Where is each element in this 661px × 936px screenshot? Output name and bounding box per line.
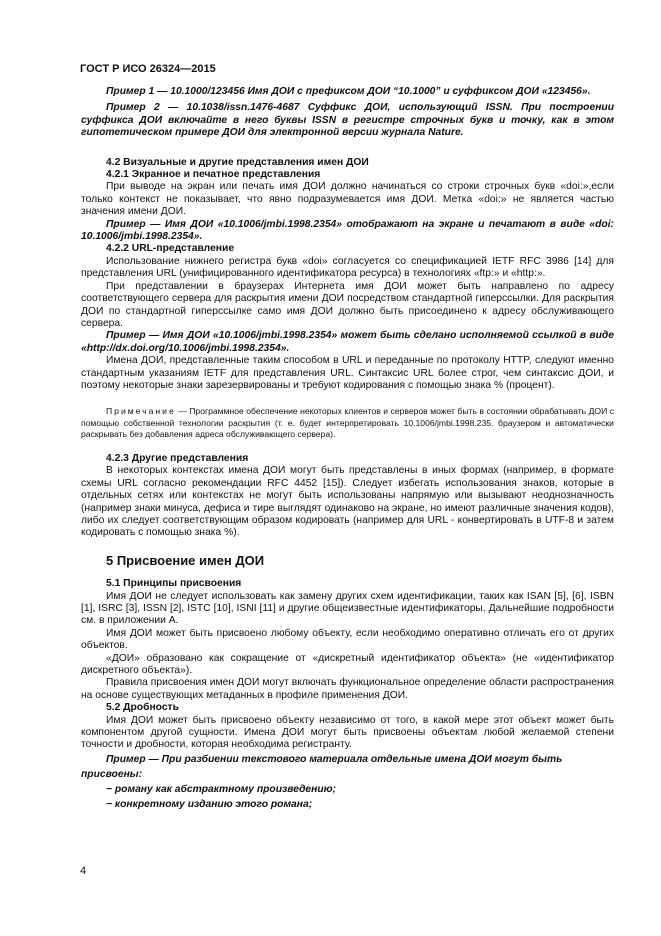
section-4-2-2-paragraph-3: Имена ДОИ, представленные таким способом в URL и переданные по протоколу HTTP, следуют именно стандартным указаниям IETF для представления URL. Синтаксис URL более строг, чем синтаксис ДОИ, и поэтому некоторые знаки зарезервированы и требуют кодирования с помощью знака % (процент).	[81, 355, 614, 391]
section-4-2-3-title: 4.2.3 Другие представления	[106, 452, 249, 464]
page-number: 4	[80, 865, 87, 877]
section-4-2-3-paragraph: В некоторых контекстах имена ДОИ могут быть представлены в иных формах (например, в формате схемы URL согласно рекомендации RFC 4452 [15]). Следует избегать использования знаков, которые в отдельных сетях или контекстах не могут быть использованы напрямую или вызывают неоднозначность (например знаки минуса, дефиса и тире выглядят одинаково на экране, но имеют различные значения кодов), либо их следует соответствующим образом кодировать (например для URL - конвертировать в UTF-8 и затем кодировать с помощью знака %).	[81, 465, 614, 539]
section-5-title: 5 Присвоение имен ДОИ	[106, 552, 265, 568]
section-5-2-example: Пример — При разбиении текстового материала отдельные имена ДОИ могут быть присвоены:	[81, 753, 563, 780]
page-content	[81, 86, 614, 812]
section-4-2-1-example: Пример — Имя ДОИ «10.1006/jmbi.1998.2354» отображают на экране и печатают в виде «doi: 10.1006/jmbi.1998.2354».	[81, 218, 614, 243]
section-5-1-title: 5.1 Принципы присвоения	[106, 578, 242, 590]
section-4-2-2-paragraph-2: При представлении в браузерах Интернета имя ДОИ может быть направлено по адресу соответствующего сервера для раскрытия имени ДОИ посредством стандартной гиперссылки. Для раскрытия ДОИ по стандартной гиперссылке само имя ДОИ должно быть присоединено к адресу обслуживающего сервера.	[81, 280, 614, 329]
section-5-1-paragraph-4: Правила присвоения имен ДОИ могут включать функциональное определение области распространения на основе существующих метаданных в профиле применения ДОИ.	[81, 677, 614, 701]
note-label: Примечание	[106, 406, 176, 417]
section-4-2-2-paragraph-1: Использование нижнего регистра букв «doi» согласуется со спецификацией IETF RFC 3986 [14] для представления URL (унифицированного идентификатора ресурса) в технологиях «ftp:» и «http:».	[81, 255, 614, 280]
section-4-2-2-example: Пример — Имя ДОИ «10.1006/jmbi.1998.2354» может быть сделано исполняемой ссылкой в виде «http://dx.doi.org/10.1006/jmbi.1998.2354».	[81, 330, 614, 354]
section-4-2-1-paragraph: При выводе на экран или печать имя ДОИ должно начинаться со строки строчных букв «doi:»,если только контекст не показывает, что явно подразумевается имя ДОИ. Метка «doi:» не является частью значения имени ДОИ.	[81, 181, 614, 218]
example-1: Пример 1 — 10.1000/123456 Имя ДОИ с префиксом ДОИ “10.1000” и суффиксом ДОИ «123456».	[106, 86, 591, 97]
section-5-2-title: 5.2 Дробность	[106, 702, 179, 714]
section-4-2-title: 4.2 Визуальные и другие представления имен ДОИ	[106, 156, 369, 168]
section-5-1-paragraph-3: «ДОИ» образовано как сокращение от «дискретный идентификатор объекта» (не «идентификатор дискретного объекта»).	[81, 652, 614, 677]
standard-header: ГОСТ Р ИСО 26324—2015	[80, 63, 216, 75]
section-5-2-paragraph: Имя ДОИ может быть присвоено объекту независимо от того, в какой мере этот объект может быть компонентом другой сущности. Имена ДОИ могут быть присвоены объектам любой желаемой степени точности и дробности, которая необходима регистранту.	[81, 714, 614, 751]
section-4-2-2-title: 4.2.2 URL-представление	[106, 243, 235, 255]
note	[81, 406, 614, 440]
list-item: − конкретному изданию этого романа;	[106, 798, 313, 810]
section-5-1-paragraph-1: Имя ДОИ не следует использовать как замену других схем идентификации, таких как ISAN [5], [6], ISBN [1], ISRC [3], ISSN [2], ISTC [10], ISNI [11] и другие общеизвестные идентификаторы. Дальнейшие подробности см. в приложении А.	[81, 590, 614, 627]
section-5-1-paragraph-2: Имя ДОИ может быть присвоено любому объекту, если необходимо оперативно отличать его от других объектов.	[81, 627, 614, 652]
section-4-2-1-title: 4.2.1 Экранное и печатное представления	[106, 169, 321, 181]
note-text: — Программное обеспечение некоторых клиентов и серверов может быть в состоянии обрабатывать ДОИ с помощью собственной технологии раскрытия (т. е. будет интерпретировать 10.1006/jmbi.1998.235. браузером и автоматически раскрывать без добавления адреса обслуживающего сервера).	[81, 406, 614, 439]
list-item: − роману как абстрактному произведению;	[106, 783, 337, 795]
example-2: Пример 2 — 10.1038/issn.1476-4687 Суффикс ДОИ, использующий ISSN. При построении суффикса ДОИ включайте в него буквы ISSN в регистре строчных букв и точку, как в этом гипотетическом примере ДОИ для электронной версии журнала Nature.	[81, 102, 614, 139]
